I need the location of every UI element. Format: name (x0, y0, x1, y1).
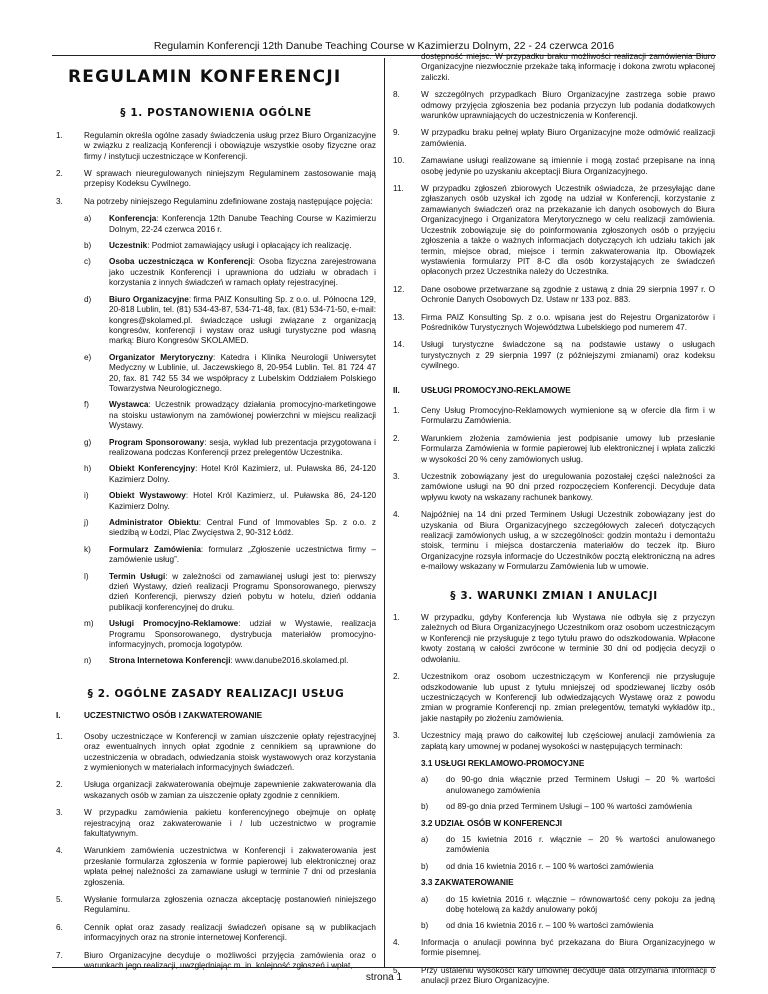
item-text: W przypadku braku pełnej wpłaty Biuro Organizacyjne może odmówić realizacji zamówienia. (421, 128, 715, 148)
item-number: 4. (393, 937, 400, 947)
definition-text: : Podmiot zamawiający usługi i opłacający ich realizację. (147, 241, 352, 251)
definition-term: Administrator Obiektu (109, 518, 199, 527)
item-text: W sprawach nieuregulowanych niniejszym Regulaminem zastosowanie mają przepisy Kodeksu Cywilnego. (84, 169, 376, 189)
s3-item (393, 731, 715, 752)
definition-item (84, 619, 376, 650)
fee-item (421, 921, 715, 931)
document-title: REGULAMIN KONFERENCJI (68, 67, 342, 87)
definition-item (84, 241, 376, 251)
definition-term: Wystawca (109, 400, 149, 410)
definition-item (84, 464, 376, 485)
definition-term: Termin Usługi (109, 571, 166, 581)
definition-item (84, 400, 376, 431)
s2-item (393, 184, 715, 278)
item-number (393, 52, 421, 83)
definition-text: : Uczestnik prowadzący działania promocyjno-marketingowe na stoisku ustawionym na zamówionej powierzchni w miejscu realizacji Wystawy. (109, 400, 376, 431)
subsection-title: UCZESTNICTWO OSÓB I ZAKWATEROWANIE (84, 711, 263, 721)
item-text: Usługa organizacji zakwaterowania obejmuje zapewnienie zakwaterowania dla wskazanych osób w zamian za uiszczenie opłaty zgodnie z cennikiem. (84, 780, 376, 800)
s2-item (393, 340, 715, 371)
definition-term: Obiekt Wystawowy (109, 491, 186, 501)
s1-paragraph-2 (56, 169, 376, 190)
item-text: Najpóźniej na 14 dni przed Terminem Usługi Uczestnik zobowiązany jest do uzyskania od Biura Organizacyjnego szczegółowych zaleceń dotyczących realizacji zamówionych usług, a w szczególności: godzin montażu i demontażu stoisk, terminu i miejsca dostarczenia materiałów do teczek itp. Biuro Organizacyjne rozsyła informacje do Uczestników pocztą elektroniczną na adres e-mailowy wskazany w Formularzu Zamówienia lub w umowie. (421, 510, 715, 572)
column-divider (384, 58, 385, 967)
group-3-1-heading: 3.1 USŁUGI REKLAMOWO-PROMOCYJNE (421, 758, 585, 768)
definition-term: Usługi Promocyjno-Reklamowe (109, 619, 239, 629)
section-1-heading: § 1. POSTANOWIENIA OGÓLNE (120, 107, 312, 120)
definition-letter: h) (84, 464, 92, 474)
definition-item (84, 572, 376, 614)
item-text: Uczestnikom oraz osobom uczestniczącym w Konferencji nie przysługuje odszkodowanie lub upust z tytułu mniejszej od spodziewanej liczby osób uczestniczących w Konferencji lub odwiedzających Wystawę oraz z powodu zmian w programie Konferencji np. zmian prelegentów, tematyki wykładów itp., jakie nastąpiły po złożeniu zamówienia. (421, 672, 715, 723)
item-number: 1. (393, 613, 400, 623)
definition-letter: k) (84, 544, 91, 554)
item-text: dostępność miejsc. W przypadku braku możliwości realizacji zamówienia Biuro Organizacyjne niezwłocznie przekaże taką informację i dokona zwrotu wpłaconej zaliczki. (421, 52, 715, 82)
item-number: 4. (393, 510, 400, 520)
fee-letter: b) (421, 921, 429, 931)
fee-text: do 15 kwietnia 2016 r. włącznie – równowartość ceny pokoju za jedną dobę hotelową za każdy anulowany pokój (446, 894, 715, 914)
s2-item (56, 732, 376, 774)
definition-term: Uczestnik (109, 241, 148, 251)
running-header: Regulamin Konferencji 12th Danube Teaching Course w Kazimierzu Dolnym, 22 - 24 czerwca 2016 (153, 40, 615, 52)
s2-item (393, 156, 715, 177)
definition-text: : Konferencja 12th Danube Teaching Course w Kazimierzu Dolnym, 22-24 czerwca 2016 r. (109, 214, 376, 234)
definition-text: : www.danube2016.skolamed.pl. (230, 656, 349, 666)
fee-letter: a) (421, 775, 429, 785)
item-number: 3. (393, 731, 400, 741)
group-3-3-heading: 3.3 ZAKWATEROWANIE (421, 878, 514, 888)
item-text: Dane osobowe przetwarzane są zgodnie z ustawą z dnia 29 sierpnia 1997 r. O Ochronie Danych Osobowych Dz. Ustaw nr 133 poz. 883. (421, 284, 715, 305)
item-number: 3. (393, 472, 400, 481)
item-text: Cennik opłat oraz zasady realizacji świadczeń opisane są w publikacjach informacyjnych oraz na stronie internetowej Konferencji. (84, 922, 376, 943)
item-number: 1. (56, 731, 63, 741)
s2-item (56, 895, 376, 916)
fee-item (421, 835, 715, 856)
definition-text: : Osoba fizyczna zarejestrowana jako uczestnik Konferencji i uprawniona do udziału w obradach i korzystania z innych świadczeń w ramach opłaty rejestracyjnej. (109, 257, 376, 288)
s1-paragraph-3 (56, 197, 376, 207)
definition-letter: a) (84, 214, 92, 224)
item-number: 2. (56, 780, 63, 790)
s2-item (56, 923, 376, 944)
definition-item (84, 656, 376, 666)
subsection-number: I. (56, 711, 61, 721)
definition-text: : w zależności od zamawianej usługi jest to: pierwszy dzień Wystawy, dzień realizacji Programu Sponsorowanego, pierwszy dzień Konferencji, pierwszy dzień pobytu w hotelu, dzień oddania publikacji konferencyjnej do druku. (109, 571, 376, 612)
s2-item (56, 951, 376, 972)
left-column (56, 62, 376, 978)
item-number: 3. (56, 196, 63, 206)
item-text: Osoby uczestniczące w Konferencji w zamian uiszczenie opłaty rejestracyjnej oraz ewentualnych innych opłat zgodnie z cennikiem są uprawnione do uczestniczenia w obradach, odwiedzania stoisk wystawowych oraz korzystania z wymienionych w materiałach informacyjnych świadczeń. (84, 731, 376, 772)
s2-item (56, 808, 376, 839)
item-text: Uczestnicy mają prawo do całkowitej lub częściowej anulacji zamówienia za zapłatą kary umownej w podanej wysokości w następujących terminach: (421, 731, 715, 751)
definition-term: Obiekt Konferencyjny (109, 464, 196, 474)
item-number: 1. (56, 130, 63, 140)
item-number: 8. (393, 90, 400, 100)
subsection-title: USŁUGI PROMOCYJNO-REKLAMOWE (421, 385, 571, 395)
item-text: Zamawiane usługi realizowane są imiennie i mogą zostać przepisane na inną osobę jedynie po uzyskaniu akceptacji Biura Organizacyjnego. (421, 156, 715, 176)
group-3-2-heading: 3.2 UDZIAŁ OSÓB W KONFERENCJI (421, 818, 563, 828)
item-text: Biuro Organizacyjne decyduje o możliwości przyjęcia zamówienia oraz o warunkach jego realizacji, uwzględniając m. in. kolejność zgłoszeń i wpłat, (84, 950, 376, 970)
fee-item (421, 775, 715, 796)
definition-item (84, 491, 376, 512)
definition-item (84, 545, 376, 566)
item-number: 12. (393, 284, 405, 294)
definition-term: Organizator Merytoryczny (109, 352, 214, 362)
item-text: W przypadku zamówienia pakietu konferencyjnego obejmuje on opłatę rejestracyjną oraz zakwaterowanie i / lub uczestnictwo w programie fakultatywnym. (84, 808, 376, 838)
definition-item (84, 353, 376, 395)
definition-letter: j) (84, 518, 89, 527)
definition-item (84, 438, 376, 459)
s2-item (393, 90, 715, 121)
definition-item (84, 214, 376, 235)
definition-text: : firma PAIZ Konsulting Sp. z o.o. ul. Północna 129, 20-818 Lublin, tel. (81) 534-43-87, 534-71-48, fax. (81) 534-71-50, e-mail: kongres@skolamed.pl. świadczące usługi związane z organizacją kongresów, konferencji i wystaw oraz usługi turystyczne pod własną marką: Biuro Kongresów SKOLAMED. (109, 294, 377, 346)
s2-promo-item (393, 434, 715, 465)
item-number: 14. (393, 340, 405, 350)
right-column (393, 52, 715, 993)
item-text: Warunkiem złożenia zamówienia jest podpisanie umowy lub przesłanie Formularza Zamówienia w formie papierowej lub elektronicznej i wpłata zaliczki w wysokości 20 % ceny zamówionych usług. (421, 433, 715, 464)
item-text: W szczególnych przypadkach Biuro Organizacyjne zastrzega sobie prawo odmowy przyjęcia zgłoszenia bez podania przyczyn lub podania dodatkowych warunków uprawniających do uczestniczenia w Konferencji. (421, 90, 715, 121)
definition-letter: d) (84, 294, 92, 304)
s2-item (56, 780, 376, 801)
fee-letter: b) (421, 802, 429, 812)
definition-item (84, 295, 376, 347)
fee-text: od dnia 16 kwietnia 2016 r. – 100 % wartości zamówienia (446, 921, 654, 931)
subsection-II-heading (393, 386, 715, 396)
s2-item (393, 128, 715, 149)
item-number: 5. (56, 894, 63, 904)
definition-letter: m) (84, 619, 94, 629)
definition-letter: e) (84, 352, 92, 362)
fee-letter: a) (421, 834, 429, 844)
fee-item (421, 802, 715, 812)
fee-letter: a) (421, 894, 429, 904)
s2-item-continued (393, 52, 715, 83)
subsection-number: II. (393, 385, 400, 395)
definition-term: Biuro Organizacyjne (109, 294, 189, 304)
page-number: strona 1 (365, 972, 403, 983)
footer-rule (52, 967, 716, 968)
definition-letter: l) (84, 571, 89, 581)
s2-promo-item (393, 472, 715, 503)
section-2-heading: § 2. OGÓLNE ZASADY REALIZACJI USŁUG (87, 687, 345, 700)
definition-term: Konferencja (109, 214, 157, 224)
item-text: Regulamin określa ogólne zasady świadczenia usług przez Biuro Organizacyjne w związku z realizacją Konferencji i obowiązuje wszystkie osoby fizyczne oraz firmy / instytucji uczestniczące w Konferencji. (84, 130, 376, 161)
item-number: 2. (56, 169, 63, 179)
definition-text: : Katedra i Klinika Neurologii Uniwersytet Medyczny w Lublinie, ul. Jaczewskiego 8, 20-954 Lublin. Tel. 81 724 47 20, fax. 81 742 55 34 we współpracy z Lubelskim Oddziałem Polskiego Towarzystwa Neurologicznego. (109, 352, 376, 393)
s2-promo-item (393, 510, 715, 572)
definition-item (84, 257, 376, 288)
fee-text: do 90-go dnia włącznie przed Terminem Usługi – 20 % wartości anulowanego zamówienia (446, 775, 715, 795)
item-number: 1. (393, 405, 400, 415)
item-number: 6. (56, 922, 63, 932)
s2-item (393, 285, 715, 306)
s1-paragraph-1 (56, 131, 376, 162)
item-number: 7. (56, 950, 63, 960)
item-text: W przypadku, gdyby Konferencja lub Wystawa nie odbyła się z przyczyn zależnych od Biura Organizacyjnego Uczestnikom oraz osobom uczestniczącym w Konferencji nie przysługuje z tego tytułu prawo do odszkodowania. Wpłacone kwoty zostaną w całości zwrócone w terminie 30 dni od podjęcia decyzji o odwołaniu. (421, 613, 715, 664)
item-number: 13. (393, 312, 405, 322)
definition-term: Strona Internetowa Konferencji (109, 656, 231, 666)
definition-term: Program Sponsorowany (109, 437, 205, 447)
item-number: 2. (393, 433, 400, 443)
fee-item (421, 862, 715, 872)
definition-letter: f) (84, 400, 90, 410)
item-number: 11. (393, 184, 404, 194)
definition-text: : formularz „Zgłoszenie uczestnictwa firmy – zamówienie usług”. (109, 544, 376, 565)
definition-text: : Hotel Król Kazimierz, ul. Puławska 86, 24-120 Kazimierz Dolny. (109, 464, 376, 484)
item-number: 10. (393, 156, 405, 166)
item-number: 4. (56, 846, 63, 856)
item-text: Usługi turystyczne świadczone są na podstawie ustawy o usługach turystycznych z 29 sierpnia 1997 (z późniejszymi zmianami) oraz kodeksu cywilnego. (421, 340, 715, 371)
item-text: Przy ustaleniu wysokości kary umownej decyduje data otrzymania informacji o anulacji przez Biuro Organizacyjne. (421, 965, 715, 986)
item-text: Ceny Usług Promocyjno-Reklamowych wymienione są w ofercie dla firm i w Formularzu Zamówienia. (421, 405, 715, 426)
item-text: Na potrzeby niniejszego Regulaminu zdefiniowane zostają następujące pojęcia: (84, 196, 373, 206)
subsection-I-heading (56, 711, 376, 721)
definition-text: : sesja, wykład lub prezentacja przygotowana i realizowana podczas Konferencji przez prelegentów Uczestnika. (109, 437, 376, 457)
item-number: 2. (393, 672, 400, 682)
s2-promo-item (393, 406, 715, 427)
definition-item (84, 518, 376, 539)
definition-letter: c) (84, 257, 91, 267)
definition-term: Osoba uczestnicząca w Konferencji (109, 257, 253, 267)
definition-text: : Central Fund of Immovables Sp. z o.o. z siedzibą w Łodzi, Plac Zwycięstwa 2, 90-312 Łódź. (109, 518, 376, 538)
item-text: Uczestnik zobowiązany jest do uregulowania pozostałej części należności za zamówione usługi na 90 dni przed rozpoczęciem Konferencji. Decyduje data wpływu kwoty na wskazany rachunek bankowy. (421, 472, 715, 502)
item-text: Wysłanie formularza zgłoszenia oznacza akceptację postanowień niniejszego Regulaminu. (84, 894, 376, 915)
definition-letter: n) (84, 656, 92, 666)
item-number: 3. (56, 808, 63, 818)
fee-item (421, 895, 715, 916)
s2-item (56, 846, 376, 888)
definition-letter: i) (84, 491, 89, 501)
fee-text: do 15 kwietnia 2016 r. włącznie – 20 % wartości anulowanego zamówienia (446, 834, 715, 855)
fee-letter: b) (421, 861, 429, 871)
s3-item (393, 938, 715, 959)
definitions-list (56, 214, 376, 667)
section-3-heading: § 3. WARUNKI ZMIAN I ANULACJI (450, 589, 658, 602)
definition-text: : udział w Wystawie, realizacja Programu Sponsorowanego, dystrybucja materiałów promocyjno-informacyjnych, promocja logotypów. (109, 619, 377, 650)
item-number: 9. (393, 128, 400, 138)
fee-text: od dnia 16 kwietnia 2016 r. – 100 % wartości zamówienia (446, 861, 654, 871)
definition-letter: g) (84, 437, 92, 447)
item-text: Informacja o anulacji powinna być przekazana do Biura Organizacyjnego w formie pisemnej. (421, 937, 715, 958)
s3-item (393, 672, 715, 724)
item-text: W przypadku zgłoszeń zbiorowych Uczestnik oświadcza, że przesyłając dane zgłaszanych osób uzyskał ich zgodę na udział w Konferencji, korzystanie z zamawianych świadczeń oraz na przekazanie ich danych osobowych do Biura Organizacyjnego i Organizatora Merytorycznego w celu realizacji zamówienia. Uczestnik zobowiązuje się do poinformowania zgłoszonych osób o przyjęciu zgłoszenia a także o ważnych informacjach dotyczących ich udziału takich jak termin, miejsce obrad, miejsce i termin zakwaterowania itp. Obowiązek wystawienia formularzy PIT 8-C dla osób korzystających ze świadczeń opłaconych przez Uczestnika należy do Uczestnika. (421, 184, 715, 277)
item-number: 5. (393, 965, 400, 975)
definition-letter: b) (84, 241, 92, 251)
definition-term: Formularz Zamówienia (109, 544, 201, 554)
item-text: Firma PAIZ Konsulting Sp. z o.o. wpisana jest do Rejestru Organizatorów i Pośredników Turystycznych Województwa Lubelskiego pod numerem 47. (421, 312, 715, 332)
definition-text: : Hotel Król Kazimierz, ul. Puławska 86, 24-120 Kazimierz Dolny. (109, 491, 376, 511)
s2-item (393, 313, 715, 334)
fee-text: od 89-go dnia przed Terminem Usługi – 100 % wartości zamówienia (446, 802, 693, 812)
s3-item (393, 613, 715, 665)
item-text: Warunkiem zamówienia uczestnictwa w Konferencji i zakwaterowania jest przesłanie formularza zgłoszenia w formie papierowej lub elektronicznej oraz wpłata pełnej należności za zamawiane usługi w terminie 7 dni od przesłania zgłoszenia. (84, 846, 376, 887)
